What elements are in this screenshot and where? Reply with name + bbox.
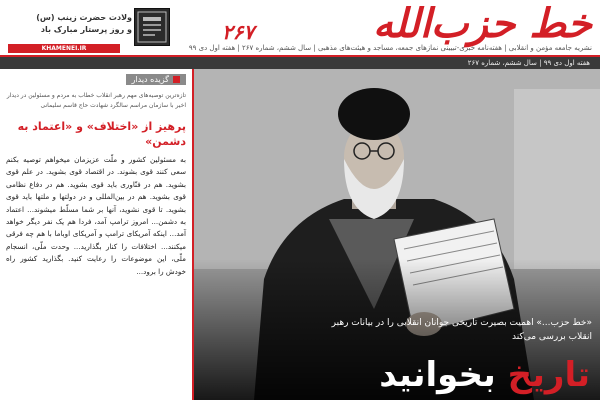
- masthead: [0, 0, 600, 55]
- publication-title: خط حزب‌الله: [372, 1, 592, 47]
- emblem-icon: [134, 8, 170, 46]
- column-label-text: گزیده دیدار: [131, 75, 169, 84]
- masthead-subtitle: نشریه جامعه مؤمن و انقلابی | هفته‌نامه خبری-تبیینی نمازهای جمعه، مساجد و هیئت‌های مذهبی | سال ششم، شماره ۲۶۷ | هفته اول دی ۹۹: [188, 44, 592, 52]
- headline-red: تاریخ: [507, 355, 590, 395]
- greeting: [8, 12, 132, 36]
- photo-caption: «خط حزب...» اهمیت بصیرت تاریخی جوانان انقلابی را در بیانات رهبر انقلاب بررسی می‌کند: [331, 318, 592, 342]
- column-body: به مسئولین کشور و ملّت عزیزمان میخواهم توصیه بکنم سعی کنند قوی بشوند. در اقتصاد قوی بشوید. در علم قوی بشوید. هم در فنّاوری باید قوی بشوید. هم در دفاع نظامی قوی بشوید. هم در بین‌المللی و در دولتها و ملتها باید قوی بشوید. تا قوی نشوید، آنها بر شما مسلّط میشوند... اعتماد به دشمن... امروز ترامپ آمد، فردا هم یک نفر دیگر خواهد آمد... اینکه آمریکای ترامپ و آمریکای اوباما با هم چه فرقی میکنند... اختلافات را کنار بگذارید... وحدت ملّی، انسجام ملّی، این موضوعات را رعایت کنید. بگذارید کشور راه خودش را برود...: [6, 155, 186, 276]
- square-icon: [173, 76, 180, 83]
- date-bar: [0, 57, 600, 69]
- headline-white: بخوانید: [379, 355, 496, 395]
- greeting-line-2: و روز پرستار مبارک باد: [40, 25, 132, 34]
- date-bar-text: هفته اول دی ۹۹ | سال ششم، شماره ۲۶۷: [467, 59, 590, 67]
- leader-reading-illustration: [194, 69, 600, 400]
- cover-photo: [194, 69, 600, 400]
- column-headline: پرهیز از «اختلاف» و «اعتماد به دشمن»: [17, 120, 186, 148]
- issue-number: ۲۶۷: [222, 20, 255, 44]
- column-intro: تازه‌ترین توصیه‌های مهم رهبر انقلاب خطاب به مردم و مسئولین در دیدار اخیر با سازمان مراسم سالگرد شهادت حاج قاسم سلیمانی: [6, 92, 186, 109]
- site-badge[interactable]: KHAMENEI.IR: [8, 44, 120, 53]
- side-column: [0, 69, 194, 400]
- greeting-line-1: ولادت حضرت زینب (س): [36, 13, 132, 22]
- column-label: [126, 74, 186, 85]
- cover-headline: [379, 353, 590, 397]
